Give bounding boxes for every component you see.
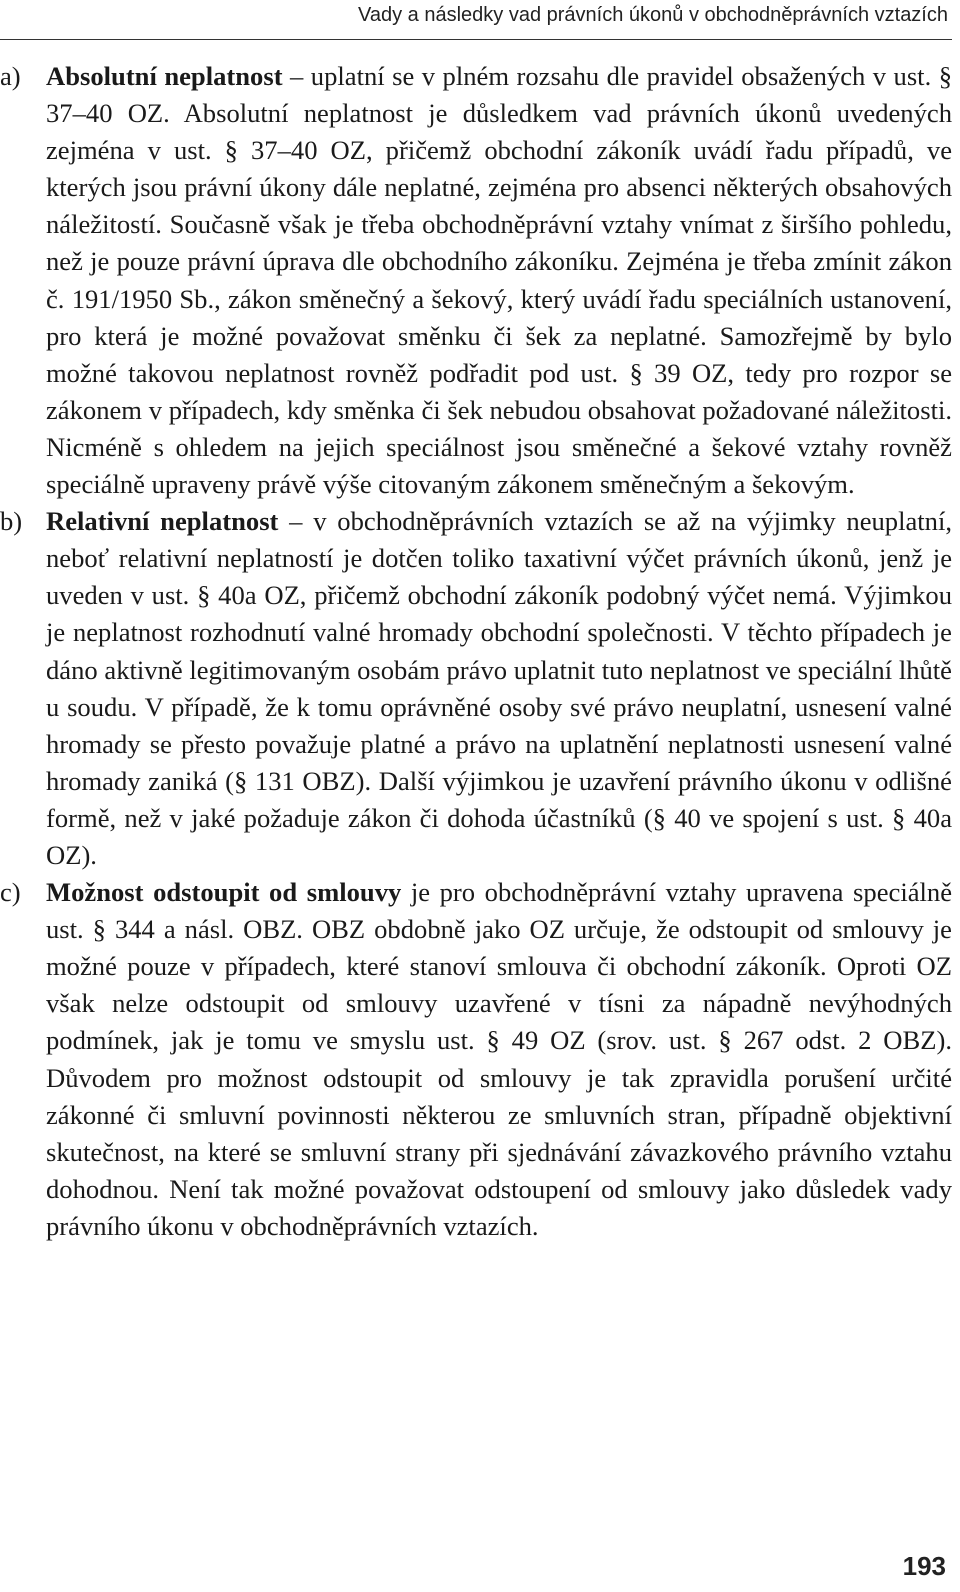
item-lead-term: Absolutní neplatnost — [46, 61, 283, 91]
item-body-text: – v obchodněprávních vztazích se až na výjimky neuplatní, neboť relativní neplatností je dotčen toliko taxativní výčet právních úkonů, jenž je uveden v ust. § 40a OZ, přičemž obchodní zákoník podobný výčet nemá. Výjimkou je neplatnost rozhodnutí valné hromady obchodní společnosti. V těchto případech je dáno aktivně legitimovaným osobám právo uplatnit tuto neplatnost ve speciální lhůtě u soudu. V případě, že k tomu oprávněné osoby své právo neuplatní, usnesení valné hromady se přesto považuje platné a právo na uplatnění neplatnosti usnesení valné hromady zaniká (§ 131 OBZ). Další výjimkou je uzavření právního úkonu v odlišné formě, než v jaké požaduje zákon či dohoda účastníků (§ 40 ve spojení s ust. § 40a OZ). — [46, 506, 953, 870]
item-lead-term: Relativní neplatnost — [46, 506, 279, 537]
item-body-text: je pro obchodněprávní vztahy upravena speciálně ust. § 344 a násl. OBZ. OBZ obdobně jako OZ určuje, že odstoupit od smlouvy je možné pouze v případech, které stanoví smlouva či obchodní zákoník. Oproti OZ však nelze odstoupit od smlouvy uzavřené v tísni za nápadně nevýhodných podmínek, jak je tomu ve smyslu ust. § 49 OZ (srov. ust. § 267 odst. 2 OBZ). Důvodem pro možnost odstoupit od smlouvy je tak zpravidla porušení určité zákonné či smluvní povinnosti některou ze smluvních stran, případně objektivní skutečnost, na které se smluvní strany při sjednávání závazkového právního vztahu dohodnou. Není tak možné považovat odstoupení od smlouvy jako důsledek vady právního úkonu v obchodněprávních vztazích. — [46, 877, 952, 1241]
document-body — [0, 58, 952, 1245]
list-item-text — [46, 874, 952, 1245]
list-marker: c) — [0, 877, 21, 908]
list-item-a — [0, 58, 952, 503]
list-item-text — [46, 58, 952, 503]
list-marker: b) — [0, 506, 23, 537]
list-item-c — [0, 874, 952, 1245]
list-marker: a) — [0, 61, 21, 91]
header-divider — [0, 39, 952, 40]
list-item-b — [0, 503, 952, 874]
item-lead-term: Možnost odstoupit od smlouvy — [46, 877, 402, 908]
running-header: Vady a následky vad právních úkonů v obchodněprávních vztazích — [358, 4, 948, 26]
list-item-text — [46, 503, 952, 874]
item-body-text: – uplatní se v plném rozsahu dle pravidel obsažených v ust. § 37–40 OZ. Absolutní neplatnost je důsledkem vad právních úkonů uvedených zejména v ust. § 37–40 OZ, přičemž obchodní zákoník uvádí řadu případů, ve kterých jsou právní úkony dále neplatné, zejména pro absenci některých obsahových náležitostí. Současně však je třeba obchodněprávní vztahy vnímat z širšího pohledu, než je pouze právní úprava dle obchodního zákoníku. Zejména je třeba zmínit zákon č. 191/1950 Sb., zákon směnečný a šekový, který uvádí řadu speciálních ustanovení, pro která je možné považovat směnku či šek za neplatné. Samozřejmě by bylo možné takovou neplatnost rovněž podřadit pod ust. § 39 OZ, tedy pro rozpor se zákonem v případech, kdy směnka či šek nebudou obsahovat požadované náležitosti. Nicméně s ohledem na jejich speciálnost jsou směnečné a šekové vztahy rovněž speciálně upraveny právě výše citovaným zákonem směnečným a šekovým. — [46, 61, 952, 500]
page-number: 193 — [902, 1551, 946, 1581]
